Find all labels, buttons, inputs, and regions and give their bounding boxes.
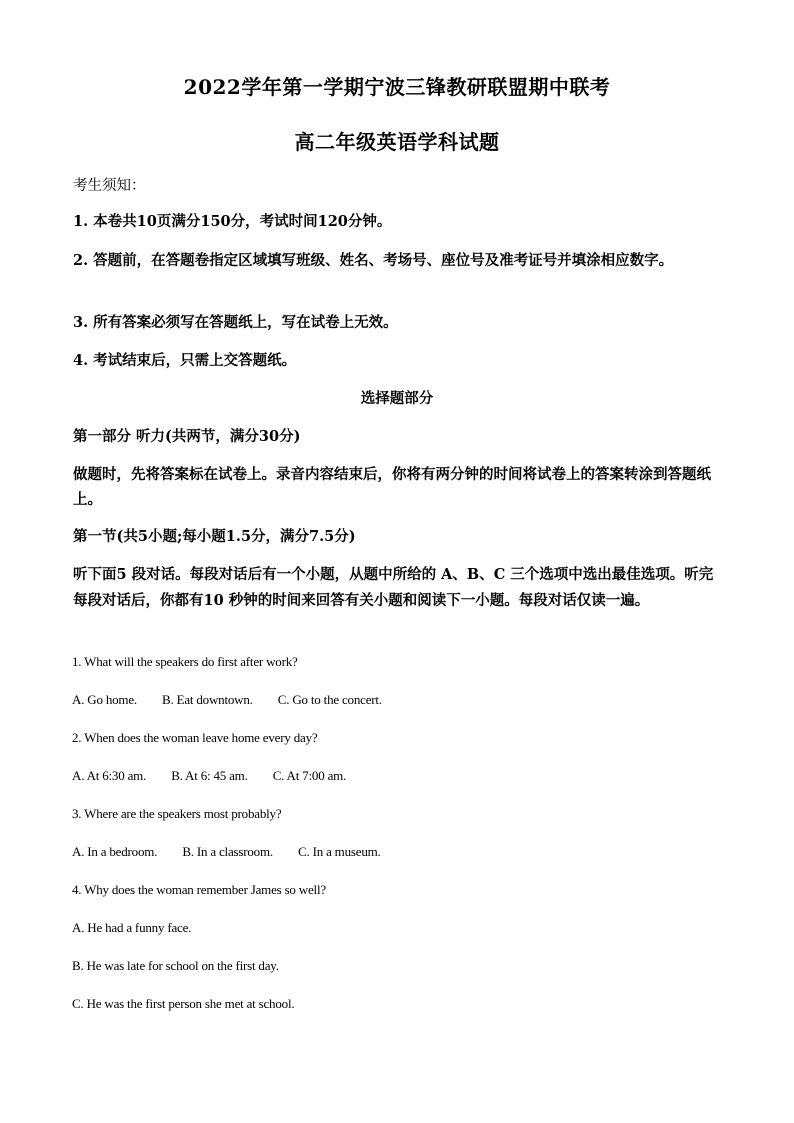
question-3-stem: 3. Where are the speakers most probably? [72, 806, 282, 821]
option-a: A. In a bedroom. [72, 844, 158, 859]
question-2-stem: 2. When does the woman leave home every day? [72, 730, 318, 745]
question-2-options [72, 767, 346, 785]
sub1-instruction: 听下面5 段对话。每段对话后有一个小题，从题中所给的 A、B、C 三个选项中选出最佳选项。听完每段对话后，你都有10 秒钟的时间来回答有关小题和阅读下一小题。每段对话仅读一遍。 [73, 566, 714, 609]
exam-title: 2022学年第一学期宁波三锋教研联盟期中联考 [183, 75, 611, 99]
question-1-options [72, 691, 382, 709]
exam-subtitle: 高二年级英语学科试题 [294, 130, 500, 154]
part1-instruction: 做题时，先将答案标在试卷上。录音内容结束后，你将有两分钟的时间将试卷上的答案转涂到答题纸上。 [73, 466, 711, 508]
question-3-options [72, 843, 381, 861]
notice-item-4: 4. 考试结束后，只需上交答题纸。 [73, 352, 297, 369]
option-a: A. At 6:30 am. [72, 768, 147, 783]
option-b: B. In a classroom. [182, 844, 273, 859]
option-a: A. Go home. [72, 692, 137, 707]
sub1-heading: 第一节(共5小题;每小题1.5分，满分7.5分) [73, 528, 356, 545]
option-c: C. In a museum. [298, 844, 381, 859]
question-1-stem: 1. What will the speakers do first after work? [72, 654, 298, 669]
question-4-stem: 4. Why does the woman remember James so well? [72, 882, 326, 897]
notice-item-1: 1. 本卷共10页满分150分，考试时间120分钟。 [73, 213, 392, 230]
section-title: 选择题部分 [360, 390, 434, 407]
notice-item-3: 3. 所有答案必须写在答题纸上，写在试卷上无效。 [73, 314, 398, 331]
question-4-option-a: A. He had a funny face. [72, 920, 192, 935]
option-b: B. At 6: 45 am. [171, 768, 248, 783]
notice-item-2: 2. 答题前，在答题卷指定区域填写班级、姓名、考场号、座位号及准考证号并填涂相应数字。 [73, 252, 674, 269]
option-c: C. At 7:00 am. [272, 768, 347, 783]
question-4-option-c: C. He was the first person she met at school. [72, 996, 295, 1011]
part1-heading: 第一部分 听力(共两节，满分30分) [73, 428, 301, 445]
option-c: C. Go to the concert. [277, 692, 382, 707]
question-4-option-b: B. He was late for school on the first day. [72, 958, 279, 973]
notice-heading: 考生须知： [73, 178, 146, 194]
option-b: B. Eat downtown. [162, 692, 253, 707]
